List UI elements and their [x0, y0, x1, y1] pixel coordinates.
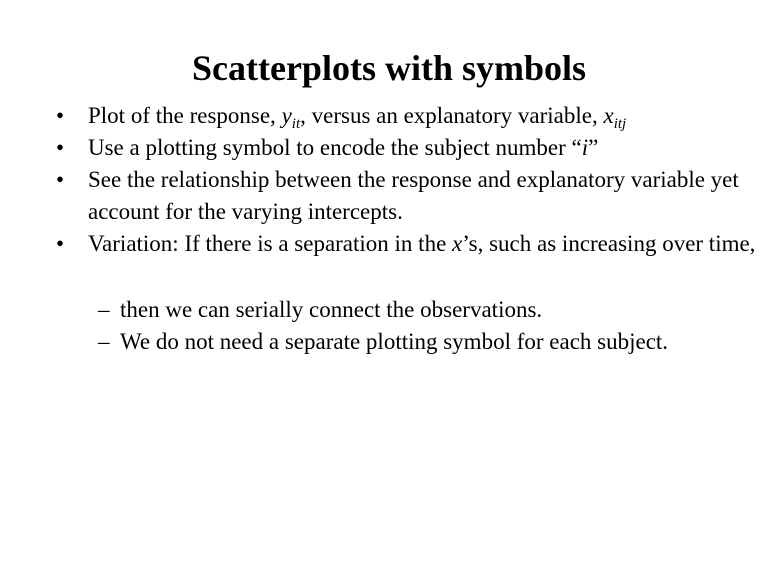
slide-title: Scatterplots with symbols	[192, 48, 586, 88]
dash-marker: –	[98, 329, 110, 354]
bullet-item-variation	[56, 228, 756, 260]
bullet-text: Use a plotting symbol to encode the subject number “	[88, 135, 582, 160]
bullet-marker: •	[56, 135, 65, 160]
bullet-text: , versus an explanatory variable,	[300, 103, 604, 128]
var-y: y	[281, 103, 292, 128]
var-y-subscript: it	[291, 116, 301, 132]
var-i: i	[581, 135, 589, 160]
sub-bullet-item-connect	[56, 294, 756, 326]
bullet-marker: •	[56, 167, 65, 192]
bullet-marker: •	[56, 231, 65, 256]
var-x-subscript: itj	[613, 116, 627, 132]
bullet-text: ’s, such as increasing over time,	[462, 231, 756, 256]
sub-bullet-text: then we can serially connect the observations.	[120, 297, 543, 322]
dash-marker: –	[98, 297, 110, 322]
bullet-text: Variation: If there is a separation in the	[88, 231, 453, 256]
bullet-text: ”	[588, 135, 599, 160]
bullet-text: Plot of the response,	[88, 103, 282, 128]
bullet-text: See the relationship between the response and explanatory variable yet account for the varying intercepts.	[88, 167, 739, 224]
bullet-item-plotting-symbol	[56, 132, 756, 164]
sub-bullet-item-symbol	[56, 326, 756, 358]
bullet-item-relationship	[56, 164, 756, 228]
var-x: x	[452, 231, 463, 256]
sub-bullet-list	[56, 294, 756, 358]
bullet-marker: •	[56, 103, 65, 128]
sub-bullet-text: We do not need a separate plotting symbol for each subject.	[120, 329, 669, 354]
bullet-list	[56, 100, 756, 260]
var-x: x	[603, 103, 614, 128]
bullet-item-response-plot	[56, 100, 756, 132]
